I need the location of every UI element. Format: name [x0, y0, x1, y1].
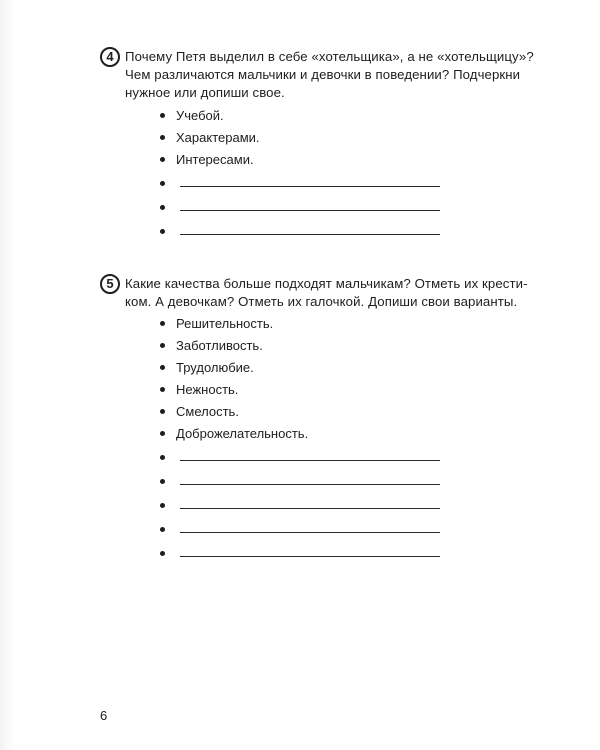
bullet-icon: [160, 551, 165, 556]
answer-blank-line[interactable]: [180, 186, 440, 187]
answer-option-label: Учебой.: [176, 108, 224, 123]
answer-blank-line[interactable]: [180, 210, 440, 211]
answer-option-label: Трудолюбие.: [176, 360, 254, 375]
bullet-icon: [160, 503, 165, 508]
bullet-icon: [160, 229, 165, 234]
answer-blank-row[interactable]: [160, 469, 308, 493]
bullet-icon: [160, 113, 165, 118]
task-question-text: Какие качества больше подходят мальчикам? Отметь их крестиком. А девочкам? Отметь их галочкой. Допиши свои варианты.: [125, 276, 528, 309]
answer-option[interactable]: [160, 379, 308, 401]
answer-blank-row[interactable]: [160, 445, 308, 469]
answer-option[interactable]: [160, 423, 308, 445]
bullet-icon: [160, 181, 165, 186]
bullet-icon: [160, 479, 165, 484]
answer-options-list: [160, 313, 308, 565]
page-edge-shadow: [0, 0, 14, 750]
answer-options-list: [160, 105, 260, 243]
answer-blank-row[interactable]: [160, 493, 308, 517]
answer-blank-line[interactable]: [180, 484, 440, 485]
answer-option-label: Нежность.: [176, 382, 239, 397]
answer-blank-line[interactable]: [180, 508, 440, 509]
answer-option-label: Доброжелательность.: [176, 426, 309, 441]
bullet-icon: [160, 527, 165, 532]
answer-option[interactable]: [160, 357, 308, 379]
bullet-icon: [160, 365, 165, 370]
task-question-text: Почему Петя выделил в себе «хотельщика», а не «хотельщицу»? Чем различаются мальчики и девочки в поведении? Подчеркни нужное или допиши свое.: [125, 49, 534, 100]
bullet-icon: [160, 409, 165, 414]
bullet-icon: [160, 321, 165, 326]
answer-blank-row[interactable]: [160, 195, 260, 219]
answer-option[interactable]: [160, 335, 308, 357]
answer-blank-row[interactable]: [160, 517, 308, 541]
answer-option[interactable]: [160, 127, 260, 149]
answer-option-label: Характерами.: [176, 130, 260, 145]
answer-blank-row[interactable]: [160, 219, 260, 243]
bullet-icon: [160, 455, 165, 460]
answer-blank-line[interactable]: [180, 532, 440, 533]
answer-option[interactable]: [160, 105, 260, 127]
answer-option-label: Заботливость.: [176, 338, 263, 353]
task-number-badge: 5: [100, 274, 120, 294]
page-number: 6: [100, 708, 108, 723]
answer-option[interactable]: [160, 401, 308, 423]
answer-option[interactable]: [160, 149, 260, 171]
bullet-icon: [160, 205, 165, 210]
answer-option-label: Смелость.: [176, 404, 239, 419]
answer-option[interactable]: [160, 313, 308, 335]
answer-option-label: Интересами.: [176, 152, 254, 167]
answer-blank-row[interactable]: [160, 541, 308, 565]
answer-blank-row[interactable]: [160, 171, 260, 195]
answer-blank-line[interactable]: [180, 460, 440, 461]
bullet-icon: [160, 157, 165, 162]
bullet-icon: [160, 135, 165, 140]
answer-blank-line[interactable]: [180, 234, 440, 235]
bullet-icon: [160, 387, 165, 392]
answer-option-label: Решительность.: [176, 316, 274, 331]
answer-blank-line[interactable]: [180, 556, 440, 557]
bullet-icon: [160, 431, 165, 436]
bullet-icon: [160, 343, 165, 348]
task-number-badge: 4: [100, 47, 120, 67]
